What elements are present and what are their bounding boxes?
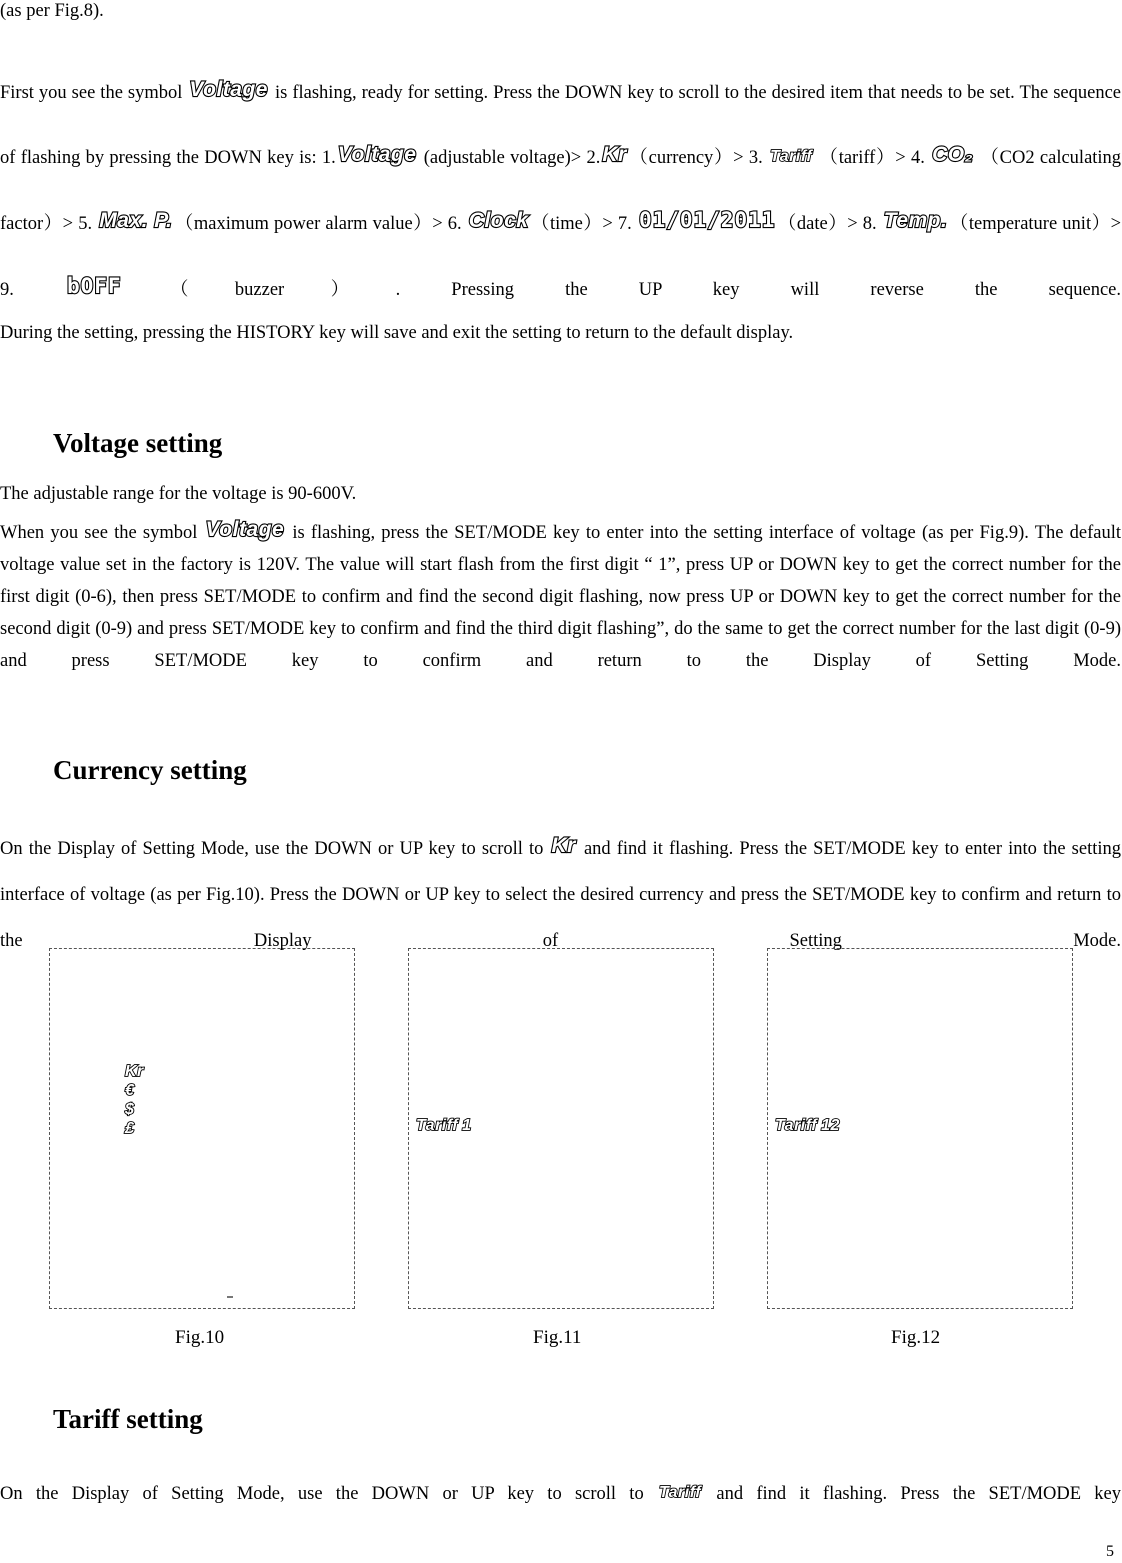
voltage-paragraph: When you see the symbol Voltage is flashing, press the SET/MODE key to enter into the setting interface of voltage (as per Fig.9). The default voltage value set in the factory is 120V. The value will start flash from the first digit “ 1”, press UP or DOWN key to get the correct number for the first digit (0-6), then press SET/MODE to confirm and find the second digit flashing, now press UP or DOWN key to get the correct number for the second digit (0-9) and press SET/MODE key to confirm and find the third digit flashing”, do the same to get the correct number for the last digit (0-9) and press SET/MODE key to confirm and return to the Display of Setting Mode. (0, 514, 1121, 677)
intro-tail: (as per Fig.8). (0, 1, 104, 21)
currency-option-pound: £ (125, 1120, 135, 1137)
kr-symbol: Kr (602, 143, 627, 166)
figure-12-display (767, 948, 1073, 1309)
history-paragraph: During the setting, pressing the HISTORY key will save and exit the setting to return to the default display. (0, 323, 794, 343)
date-symbol: 01/01/2011 (638, 208, 776, 232)
segment-mark (227, 1296, 233, 1298)
currency-option-euro: € (125, 1082, 135, 1099)
page-number: 5 (1106, 1543, 1114, 1560)
tariff-label: Tariff (775, 1117, 818, 1134)
currency-option-dollar: $ (125, 1101, 135, 1118)
clock-symbol: Clock (468, 209, 529, 232)
max-power-symbol: Max. P. (99, 209, 173, 232)
figure-12-caption: Fig.12 (891, 1327, 941, 1348)
tariff-paragraph: On the Display of Setting Mode, use the DOWN or UP key to scroll to Tariff and find it flashing. Press the SET/MODE key (0, 1476, 1121, 1511)
voltage-range: The adjustable range for the voltage is 90-600V. (0, 484, 357, 504)
temp-symbol: Temp. (883, 209, 948, 232)
voltage-heading: Voltage setting (53, 428, 223, 458)
voltage-symbol: Voltage (337, 143, 417, 166)
currency-option-kr: Kr (125, 1063, 144, 1080)
voltage-symbol: Voltage (189, 78, 268, 101)
figure-11-caption: Fig.11 (533, 1327, 582, 1348)
tariff-number: 1 (462, 1117, 472, 1134)
voltage-symbol: Voltage (205, 518, 285, 541)
tariff-symbol: Tariff (770, 148, 813, 165)
tariff-heading: Tariff setting (53, 1404, 203, 1434)
currency-heading: Currency setting (53, 755, 247, 785)
tariff-symbol: Tariff (658, 1484, 702, 1501)
tariff-label: Tariff (416, 1117, 459, 1134)
figure-11-display (408, 948, 714, 1309)
tariff-number: 12 (821, 1117, 840, 1134)
figure-10-display (49, 948, 355, 1309)
buzzer-symbol: bOFF (66, 274, 122, 298)
kr-symbol: Kr (551, 834, 576, 857)
co2-symbol: CO₂ (932, 143, 974, 166)
symbol-sequence-paragraph: First you see the symbol Voltage is flashing, ready for setting. Press the DOWN key to scroll to the desired item that needs to be set. The sequence of flashing by pressing the DOWN key is: 1.Voltage (adjustable voltage)> 2.Kr （currency）> 3. Tariff （tariff）> 4. CO₂ （CO2 calculating factor）> 5. Max. P. （maximum power alarm value）> 6. Clock （time）> 7. 01/01/2011 （date）> 8. Temp. （temperature unit）> 9. bOFF （buzzer）. Pressing the UP key will reverse the sequence. (0, 59, 1121, 321)
currency-paragraph: On the Display of Setting Mode, use the DOWN or UP key to scroll to Kr and find it flashing. Press the SET/MODE key to enter into the setting interface of voltage (as per Fig.10). Press the DOWN or UP key to select the desired currency and press the SET/MODE key to confirm and return to the Display of Setting Mode. (0, 823, 1121, 964)
figure-10-caption: Fig.10 (175, 1327, 225, 1348)
